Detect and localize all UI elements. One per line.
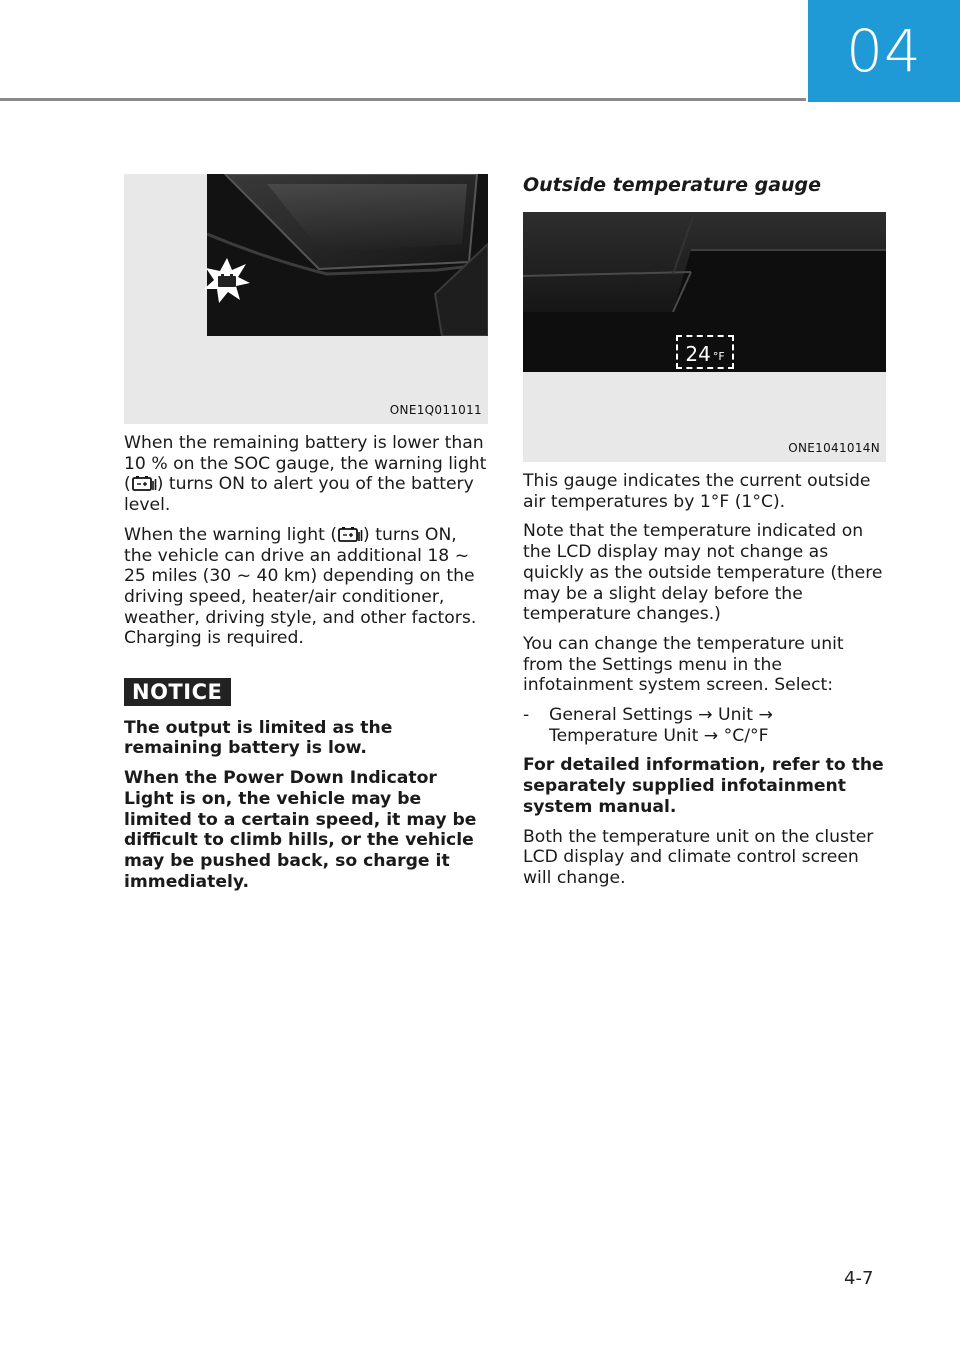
right-column — [523, 172, 886, 898]
section-heading: Outside temperature gauge — [523, 174, 822, 196]
unit-change-result: Both the temperature unit on the cluster LCD display and climate control screen will change. — [523, 826, 874, 888]
battery-warning-icon — [337, 526, 363, 543]
battery-warning-icon — [202, 256, 252, 306]
text-fragment: ) turns ON to alert you of the battery level. — [124, 474, 474, 516]
temperature-figure — [523, 212, 886, 462]
cluster-illustration — [207, 174, 488, 336]
cluster-panel-graphic — [207, 174, 488, 336]
soc-warning-paragraph — [124, 433, 488, 516]
text-fragment: When the warning light ( — [124, 524, 338, 545]
figure-code: ONE1041014N — [788, 441, 880, 456]
temperature-readout — [676, 335, 734, 369]
left-column — [124, 174, 488, 901]
notice-label: NOTICE — [124, 678, 231, 706]
chapter-tab: 04 — [808, 0, 960, 102]
text-fragment: ) turns ON, the vehicle can drive an additional 18 ~ 25 miles (30 ~ 40 km) depending on the driving speed, heater/air conditioner, weather, driving style, and other factors. Charging is required. — [124, 524, 477, 649]
infotainment-reference: For detailed information, refer to the separately supplied infotainment system manual. — [523, 755, 884, 817]
text-fragment: When the remaining battery is lower than 10 % on the SOC gauge, the warning light ( — [124, 433, 487, 495]
settings-path-item — [523, 705, 886, 746]
page-number: 4-7 — [844, 1268, 874, 1289]
list-dash: - — [523, 705, 530, 726]
temperature-unit: °F — [712, 350, 725, 363]
temperature-value: 24 — [685, 342, 711, 366]
header-rule — [0, 98, 806, 101]
battery-warning-icon — [131, 475, 157, 492]
settings-path-text: General Settings → Unit → Temperature Unit → °C/°F — [549, 705, 773, 746]
gauge-description: This gauge indicates the current outside air temperatures by 1°F (1°C). — [523, 471, 871, 512]
drive-distance-paragraph — [124, 525, 488, 649]
notice-paragraph-2: When the Power Down Indicator Light is on, the vehicle may be limited to a certain speed, it may be difficult to climb hills, or the vehicle may be pushed back, so charge it immediately. — [124, 768, 477, 892]
unit-change-intro: You can change the temperature unit from the Settings menu in the infotainment system screen. Select: — [523, 633, 844, 696]
notice-paragraph-1: The output is limited as the remaining battery is low. — [124, 717, 393, 759]
figure-code: ONE1Q011011 — [389, 403, 482, 418]
lcd-delay-note: Note that the temperature indicated on the LCD display may not change as quickly as the outside temperature (there may be a slight delay before the temperature changes.) — [523, 521, 883, 625]
soc-warning-figure — [124, 174, 488, 424]
